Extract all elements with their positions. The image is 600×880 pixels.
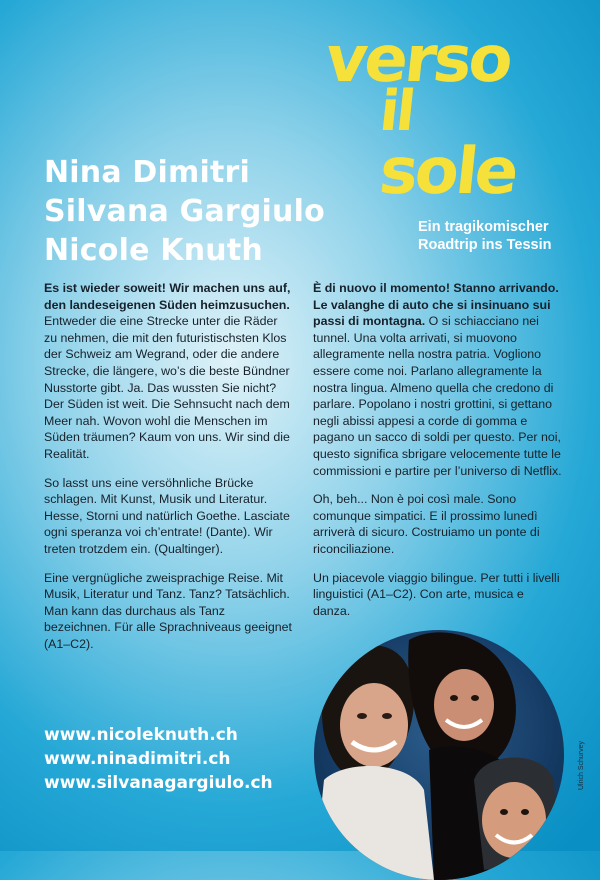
link-nicoleknuth[interactable]: www.nicoleknuth.ch xyxy=(44,725,238,745)
german-text-column xyxy=(44,280,292,664)
photo-credit: Ulrich Schurvey xyxy=(578,740,585,790)
performer-names xyxy=(44,153,325,270)
german-paragraph-3: Eine vergnügliche zweisprachige Reise. Mit Musik, Literatur und Tanz. Tanz? Tatsächlich. Man kann das durchaus als Tanz bezeichnen. Für alle Sprachniveaus geeignet (A1–C2). xyxy=(44,570,292,651)
italian-paragraph-1 xyxy=(313,280,563,479)
german-lead-text: Entweder die eine Strecke unter die Räder zu nehmen, die mit den futuristischsten Klos der Schweiz am Wegrand, oder die andere Strecke, die längere, wo’s die beste Bündner Nusstorte gibt. Ja. Das wussten Sie nicht? Der Süden ist weit. Die Sehnsucht nach dem Meer nah. Wovon wohl die Menschen im Süden träumen? Kaum von uns. Wir sind die Realität. xyxy=(44,314,290,461)
italian-text-column xyxy=(313,280,563,631)
german-paragraph-2: So lasst uns eine versöhnliche Brücke schlagen. Mit Kunst, Musik und Literatur. Hesse, Storni und natürlich Goethe. Lasciate ogni speranza voi ch’entrate! (Dante). Wir treten trotzdem ein. (Qualtinger). xyxy=(44,475,290,556)
italian-paragraph-3: Un piacevole viaggio bilingue. Per tutti i livelli linguistici (A1–C2). Con arte, musica e danza. xyxy=(313,570,560,618)
website-links xyxy=(44,723,273,795)
logo-line-sole: sole xyxy=(376,135,520,209)
performer-name: Nicole Knuth xyxy=(44,233,263,268)
tagline xyxy=(418,218,588,254)
italian-paragraph-2: Oh, beh... Non è poi così male. Sono comunque simpatici. E il prossimo lunedì arriverà di sicuro. Costruiamo un ponte di riconciliazione. xyxy=(313,492,540,556)
german-lead-bold: Es ist wieder soweit! Wir machen uns auf, den landeseigenen Süden heimzusuchen. xyxy=(44,281,291,312)
logo-line-verso: verso xyxy=(322,23,514,97)
performer-name: Nina Dimitri xyxy=(44,155,250,190)
italian-lead-bold: È di nuovo il momento! Stanno arrivando. Le valanghe di auto che si insinuano sui passi di montagna. xyxy=(313,281,559,329)
performer-name: Silvana Gargiulo xyxy=(44,194,325,229)
tagline-line-2: Roadtrip ins Tessin xyxy=(418,237,552,253)
italian-lead-text: O si schiacciano nei tunnel. Una volta arrivati, si muovono allegramente nella nostra patria. Vogliono essere come noi. Parlano allegramente la nostra lingua. Almeno quella che credono di parlare. Popolano i nostri grottini, si gettano negli abissi appesi a corde di gomma e pagano un sacco di soldi per questo. Per noi, questo significa sbrigare velocemente tutte le commissioni e partire per l’universo di Netflix. xyxy=(313,314,562,478)
tagline-line-1: Ein tragikomischer xyxy=(418,219,549,235)
logo-line-il: il xyxy=(376,79,416,144)
verso-il-sole-logo xyxy=(318,22,588,212)
link-silvanagargiulo[interactable]: www.silvanagargiulo.ch xyxy=(44,773,273,793)
performers-photo-illustration xyxy=(314,630,564,880)
performers-photo xyxy=(314,630,564,880)
link-ninadimitri[interactable]: www.ninadimitri.ch xyxy=(44,749,231,769)
german-paragraph-1 xyxy=(44,280,292,463)
